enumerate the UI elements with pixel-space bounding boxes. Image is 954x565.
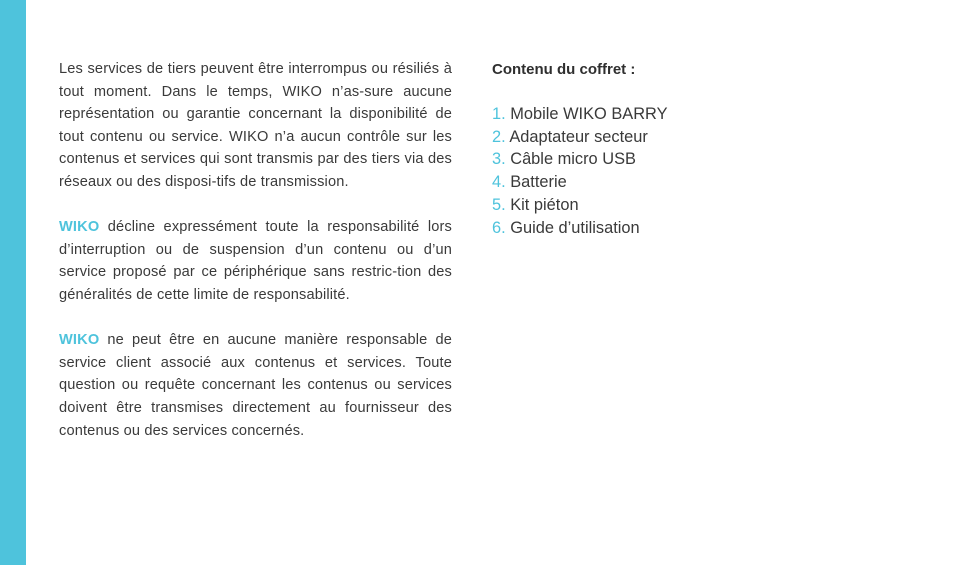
item-number: 3. [492,150,506,169]
list-item [492,171,792,194]
item-label: Mobile WIKO BARRY [510,105,668,123]
box-contents-title: Contenu du coffret : [492,61,636,78]
list-item [492,103,792,126]
brand-name: WIKO [59,219,100,236]
disclaimer-column [59,58,452,465]
accent-side-bar [0,0,26,565]
item-label: Batterie [510,173,567,192]
item-number: 5. [492,195,506,214]
list-item [492,194,792,217]
item-number: 2. [492,127,506,146]
item-label: Guide d’utilisation [510,218,640,237]
disclaimer-paragraph-3-text: ne peut être en aucune manière responsable de service client associé aux contenus et services. Toute question ou requête concernant les contenus ou services doivent être transmises directement au fournisseur des contenus ou des services concernés. [59,332,452,439]
list-item [492,217,792,240]
box-contents-column [492,59,792,239]
box-contents-list [492,103,792,239]
item-number: 4. [492,173,506,192]
disclaimer-paragraph-2-text: décline expressément toute la responsabilité lors d’interruption ou de suspension d’un contenu ou d’un service proposé par ce périphérique sans restric-tion des généralités de cette limite de responsabilité. [59,219,452,303]
item-label: Kit piéton [510,195,579,214]
item-label: Adaptateur secteur [509,127,648,146]
item-number: 1. [492,105,506,123]
item-label: Câble micro USB [510,150,636,169]
list-item [492,126,792,149]
list-item [492,148,792,171]
disclaimer-paragraph-2 [59,216,452,306]
disclaimer-paragraph-3 [59,329,452,442]
disclaimer-paragraph-1: Les services de tiers peuvent être interrompus ou résiliés à tout moment. Dans le temps, WIKO n’as-sure aucune représentation ou garantie concernant la disponibilité de tout contenu ou service. WIKO n’a aucun contrôle sur les contenus et services qui sont transmis par des tiers via des réseaux ou des disposi-tifs de transmission. [59,61,452,190]
brand-name: WIKO [59,332,100,349]
item-number: 6. [492,218,506,237]
